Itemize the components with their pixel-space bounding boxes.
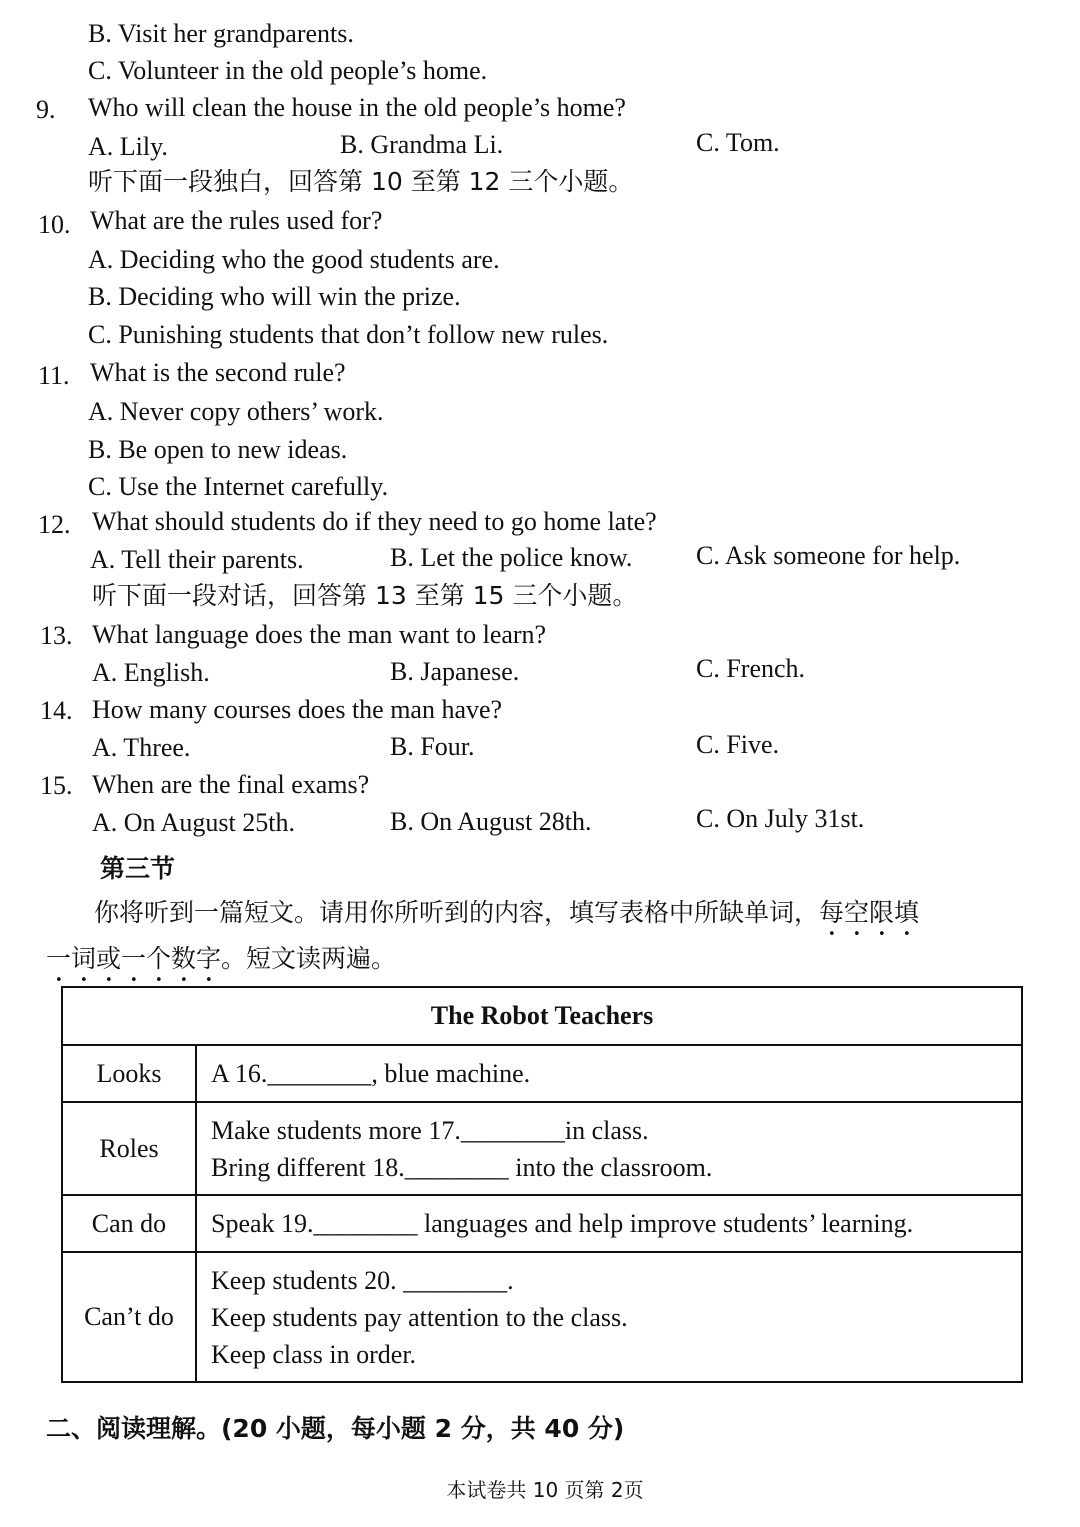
row-content-can-do: Speak 19.________ languages and help improve students’ learning. [196, 1195, 1022, 1252]
q12-option-c: C. Ask someone for help. [696, 541, 961, 570]
q9-number: 9. [36, 95, 56, 124]
page-footer: 本试卷共 10 页第 2页 [446, 1478, 644, 1502]
row-label-looks: Looks [62, 1045, 196, 1102]
q9-option-c: C. Tom. [696, 128, 780, 157]
row-content-cant-do: Keep students 20. ________. Keep students pay attention to the class. Keep class in order. [196, 1252, 1022, 1382]
q12-number: 12. [38, 510, 71, 539]
q9-option-b: B. Grandma Li. [340, 130, 504, 159]
q9-text: Who will clean the house in the old people’s home? [88, 93, 626, 122]
q10-option-c: C. Punishing students that don’t follow new rules. [88, 320, 609, 349]
row-label-can-do: Can do [62, 1195, 196, 1252]
q11-text: What is the second rule? [90, 358, 346, 387]
q10-option-a: A. Deciding who the good students are. [88, 245, 500, 274]
q14-number: 14. [40, 696, 73, 725]
q14-option-c: C. Five. [696, 730, 780, 759]
row-label-roles: Roles [62, 1102, 196, 1195]
q11-option-b: B. Be open to new ideas. [88, 435, 348, 464]
q13-option-b: B. Japanese. [390, 657, 520, 686]
row-content-roles: Make students more 17.________in class. Bring different 18.________ into the classroom. [196, 1102, 1022, 1195]
q10-option-b: B. Deciding who will win the prize. [88, 282, 461, 311]
q9-option-a: A. Lily. [88, 132, 168, 161]
option-c-top: C. Volunteer in the old people’s home. [88, 56, 488, 85]
q15-option-c: C. On July 31st. [696, 804, 865, 833]
q15-option-a: A. On August 25th. [92, 808, 295, 837]
q14-text: How many courses does the man have? [92, 695, 503, 724]
q14-option-b: B. Four. [390, 732, 475, 761]
q11-option-c: C. Use the Internet carefully. [88, 472, 389, 501]
row-content-looks: A 16.________, blue machine. [196, 1045, 1022, 1102]
q13-number: 13. [40, 621, 73, 650]
q10-number: 10. [38, 210, 71, 239]
row-label-cant-do: Can’t do [62, 1252, 196, 1382]
q13-option-c: C. French. [696, 654, 806, 683]
instruction-dialogue: 听下面一段对话，回答第 13 至第 15 三个小题。 [92, 581, 638, 610]
table-title: The Robot Teachers [62, 987, 1022, 1045]
q13-option-a: A. English. [92, 658, 210, 687]
q14-option-a: A. Three. [92, 733, 191, 762]
q11-option-a: A. Never copy others’ work. [88, 397, 384, 426]
section3-title: 第三节 [100, 854, 176, 883]
q15-option-b: B. On August 28th. [390, 807, 592, 836]
q15-number: 15. [40, 771, 73, 800]
instruction-monologue: 听下面一段独白，回答第 10 至第 12 三个小题。 [88, 167, 634, 196]
q13-text: What language does the man want to learn? [92, 620, 547, 649]
q12-text: What should students do if they need to go home late? [92, 507, 657, 536]
q10-text: What are the rules used for? [90, 206, 383, 235]
q11-number: 11. [38, 361, 70, 390]
section3-instruction-line2: 一词或一个数字。短文读两遍。 [46, 944, 397, 973]
q15-text: When are the final exams? [92, 770, 370, 799]
part2-heading: 二、阅读理解。(20 小题，每小题 2 分，共 40 分) [46, 1414, 625, 1443]
robot-teachers-table [61, 986, 1023, 1383]
section3-instruction-line1: 你将听到一篇短文。请用你所听到的内容，填写表格中所缺单词，每空限填 [94, 898, 920, 927]
q12-option-b: B. Let the police know. [390, 543, 633, 572]
option-b-top: B. Visit her grandparents. [88, 19, 354, 48]
q12-option-a: A. Tell their parents. [90, 545, 304, 574]
